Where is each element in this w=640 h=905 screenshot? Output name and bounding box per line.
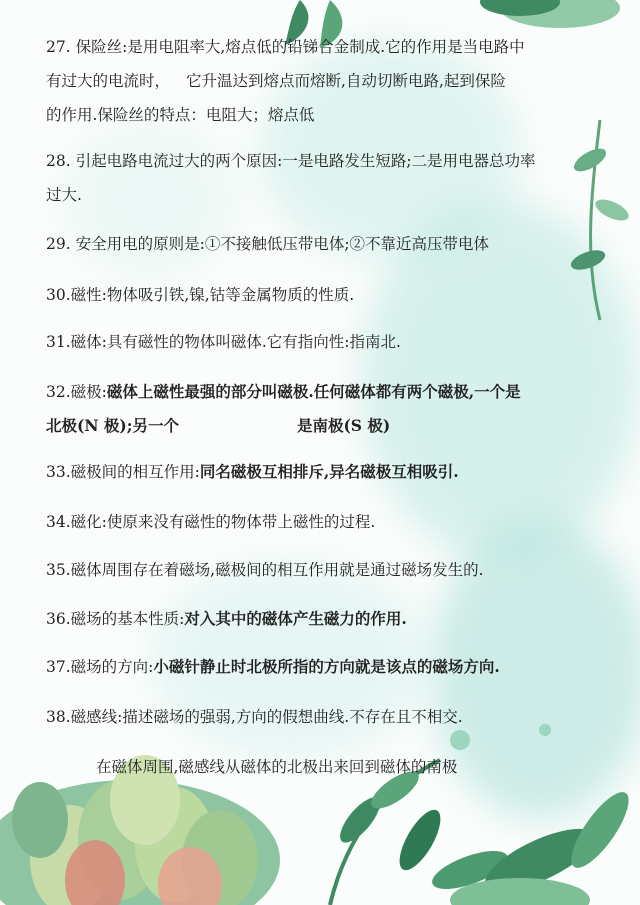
item-text: 磁感线:描述磁场的强弱,方向的假想曲线.不存在且不相交.	[70, 708, 463, 726]
list-item-30	[46, 278, 602, 312]
item-text: 磁化:使原来没有磁性的物体带上磁性的过程.	[70, 513, 376, 531]
item-text: 是南极(S 极)	[296, 416, 391, 435]
item-text: 有过大的电流时，	[46, 72, 171, 90]
item-number: 30.	[46, 286, 71, 304]
list-item-37	[46, 650, 602, 684]
item-text: 磁性:物体吸引铁,镍,钴等金属物质的性质.	[70, 286, 355, 304]
item-label: 磁极间的相互作用:	[70, 463, 200, 481]
list-item-35	[46, 553, 602, 587]
item-text: 过大.	[46, 186, 82, 204]
item-text: 北极(N 极);另一个	[46, 416, 179, 435]
item-number: 28.	[46, 152, 71, 170]
list-item-27	[46, 30, 602, 132]
list-item-31	[46, 325, 602, 359]
item-number: 34.	[46, 513, 71, 531]
item-text: 安全用电的原则是:①不接触低压带电体;②不靠近高压带电体	[75, 235, 490, 253]
list-item-32	[46, 375, 602, 443]
item-text: 同名磁极互相排斥,异名磁极互相吸引.	[199, 462, 459, 481]
item-number: 37.	[46, 658, 71, 676]
item-text: 它升温达到熔点而熔断,自动切断电路,起到保险	[186, 72, 506, 90]
item-number: 33.	[46, 463, 71, 481]
list-item-29	[46, 227, 602, 261]
closing-line: 在磁体周围,磁感线从磁体的北极出来回到磁体的南极	[96, 758, 458, 776]
item-number: 32.	[46, 383, 71, 401]
list-item-33	[46, 455, 602, 489]
item-text: 的作用.保险丝的特点：电阻大；熔点低	[46, 106, 315, 124]
list-item-38	[46, 700, 602, 734]
list-item-36	[46, 602, 602, 636]
list-item-28	[46, 144, 602, 212]
item-text: 磁体上磁性最强的部分叫磁极.任何磁体都有两个磁极,一个是	[106, 382, 521, 401]
item-number: 31.	[46, 333, 71, 351]
list-item-34	[46, 505, 602, 539]
item-text: 引起电路电流过大的两个原因:一是电路发生短路;二是用电器总功率	[75, 152, 536, 170]
item-number: 36.	[46, 610, 71, 628]
item-number: 35.	[46, 561, 71, 579]
item-number: 38.	[46, 708, 71, 726]
item-text: 对入其中的磁体产生磁力的作用.	[184, 609, 407, 628]
item-label: 磁场的基本性质:	[70, 610, 185, 628]
item-text: 保险丝:是用电阻率大,熔点低的铅锑合金制成.它的作用是当电路中	[75, 38, 525, 56]
item-label: 磁极:	[70, 383, 107, 401]
item-text: 磁体周围存在着磁场,磁极间的相互作用就是通过磁场发生的.	[70, 561, 484, 579]
item-label: 磁场的方向:	[70, 658, 154, 676]
item-number: 27.	[46, 38, 71, 56]
item-text: 小磁针静止时北极所指的方向就是该点的磁场方向.	[153, 657, 500, 676]
item-number: 29.	[46, 235, 71, 253]
item-text: 磁体:具有磁性的物体叫磁体.它有指向性:指南北.	[70, 333, 401, 351]
